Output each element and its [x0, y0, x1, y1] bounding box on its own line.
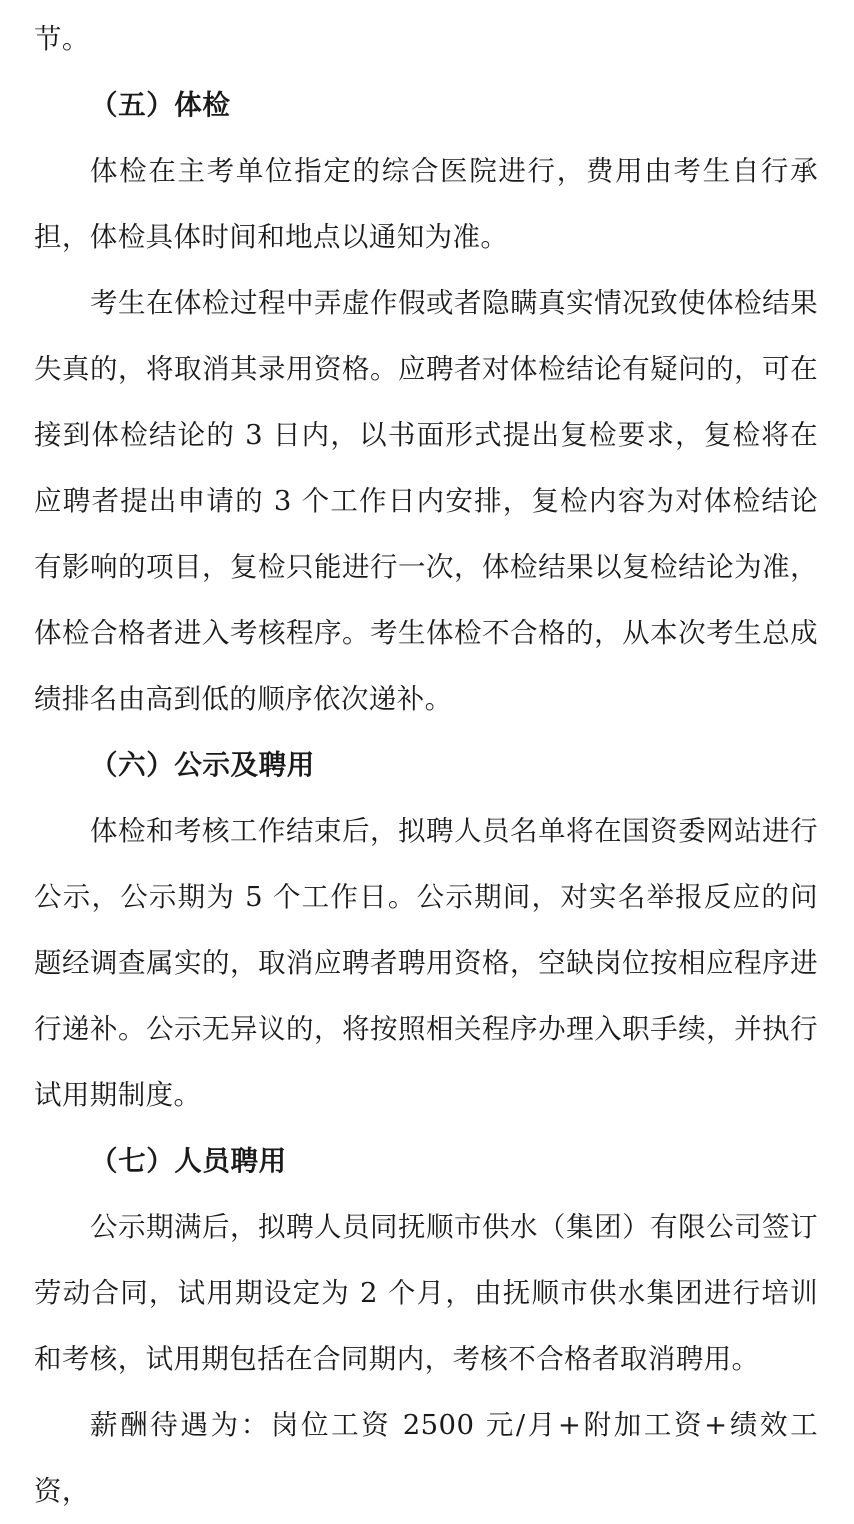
section-heading-5: （五）体检	[90, 89, 231, 121]
section-7-paragraph-2-partial: 薪酬待遇为：岗位工资 2500 元/月+附加工资+绩效工资，	[34, 1409, 818, 1507]
section-5-paragraph-2: 考生在体检过程中弄虚作假或者隐瞒真实情况致使体检结果失真的，将取消其录用资格。应聘者对体检结论有疑问的，可在接到体检结论的 3 日内，以书面形式提出复检要求，复检将在应聘者提出申请的 3 个工作日内安排，复检内容为对体检结论有影响的项目，复检只能进行一次，体检结果以复检结论为准，体检合格者进入考核程序。考生体检不合格的，从本次考生总成绩排名由高到低的顺序依次递补。	[34, 287, 818, 715]
document-body	[34, 6, 818, 1524]
section-6-paragraph-1: 体检和考核工作结束后，拟聘人员名单将在国资委网站进行公示，公示期为 5 个工作日。公示期间，对实名举报反应的问题经调查属实的，取消应聘者聘用资格，空缺岗位按相应程序进行递补。公示无异议的，将按照相关程序办理入职手续，并执行试用期制度。	[34, 815, 818, 1111]
paragraph-continuation: 节。	[34, 23, 90, 55]
section-heading-6: （六）公示及聘用	[90, 749, 315, 781]
section-7-paragraph-1: 公示期满后，拟聘人员同抚顺市供水（集团）有限公司签订劳动合同，试用期设定为 2 个月，由抚顺市供水集团进行培训和考核，试用期包括在合同期内，考核不合格者取消聘用。	[34, 1211, 818, 1375]
section-heading-7: （七）人员聘用	[90, 1145, 287, 1177]
section-5-paragraph-1: 体检在主考单位指定的综合医院进行，费用由考生自行承担，体检具体时间和地点以通知为准。	[34, 155, 818, 253]
